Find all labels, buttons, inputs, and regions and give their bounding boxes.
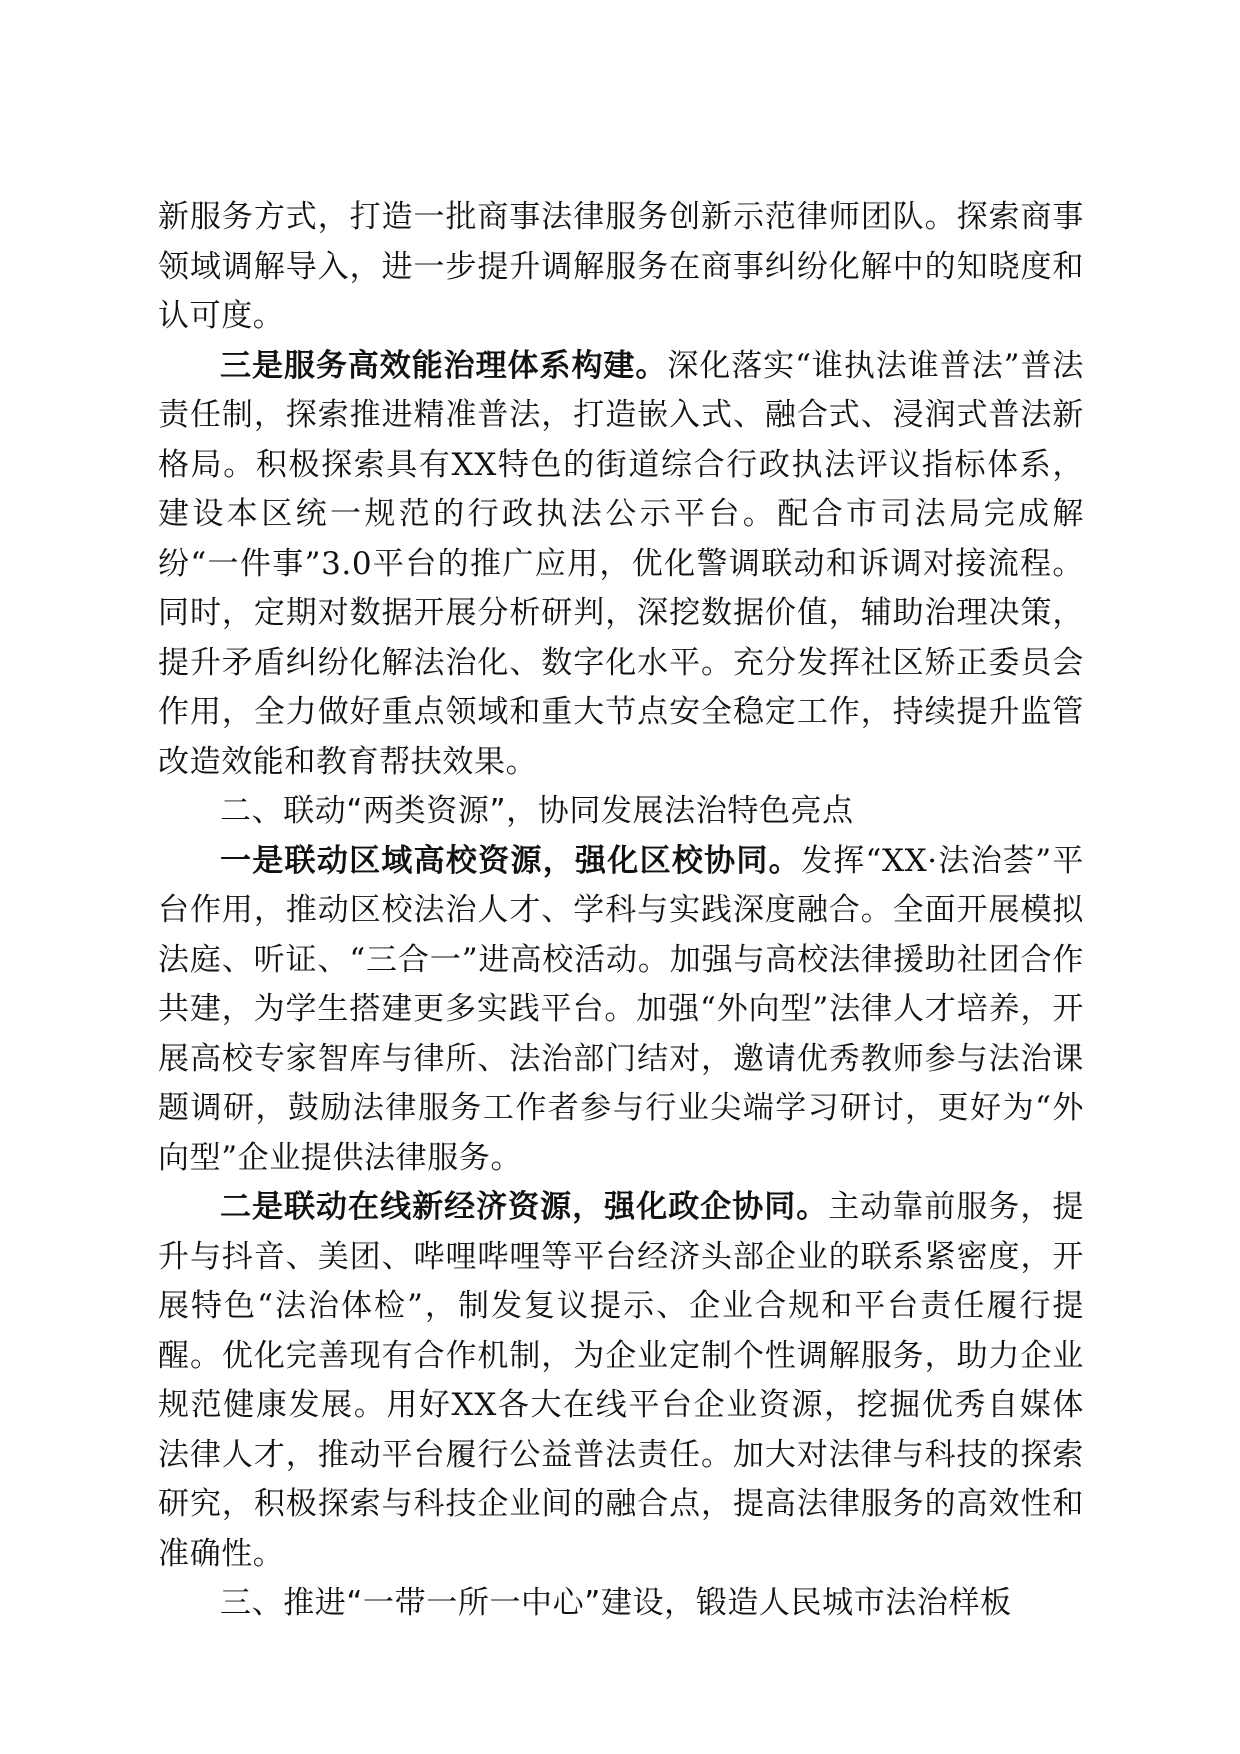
paragraph-continued-commercial-services <box>158 193 1084 342</box>
paragraph-body: 主动靠前服务，提升与抖音、美团、哔哩哔哩等平台经济头部企业的联系紧密度，开展特色“法治体检”，制发复议提示、企业合规和平台责任履行提醒。优化完善现有合作机制，为企业定制个性调解服务，助力企业规范健康发展。用好XX各大在线平台企业资源，挖掘优秀自媒体法律人才，推动平台履行公益普法责任。加大对法律与科技的探索研究，积极探索与科技企业间的融合点，提高法律服务的高效性和准确性。 <box>158 1189 1084 1572</box>
paragraph-body: 新服务方式，打造一批商事法律服务创新示范律师团队。探索商事领域调解导入，进一步提升调解服务在商事纠纷化解中的知晓度和认可度。 <box>158 199 1084 334</box>
section-heading-two-resources: 二、联动“两类资源”，协同发展法治特色亮点 <box>220 793 854 829</box>
paragraph-body: 发挥“XX·法治荟”平台作用，推动区校法治人才、学科与实践深度融合。全面开展模拟法庭、听证、“三合一”进高校活动。加强与高校法律援助社团合作共建，为学生搭建更多实践平台。加强“外向型”法律人才培养，开展高校专家智库与律所、法治部门结对，邀请优秀教师参与法治课题调研，鼓励法律服务工作者参与行业尖端学习研讨，更好为“外向型”企业提供法律服务。 <box>158 842 1084 1176</box>
paragraph-lead: 三是服务高效能治理体系构建。 <box>220 347 668 384</box>
paragraph-lead: 二是联动在线新经济资源，强化政企协同。 <box>220 1189 829 1225</box>
paragraph-lead: 一是联动区域高校资源，强化区校协同。 <box>220 842 801 879</box>
paragraph-online-economy-resources <box>158 1183 1084 1579</box>
document-body <box>158 193 1084 1629</box>
paragraph-body: 深化落实“谁执法谁普法”普法责任制，探索推进精准普法，打造嵌入式、融合式、浸润式普法新格局。积极探索具有XX特色的街道综合行政执法评议指标体系，建设本区统一规范的行政执法公示平台。配合市司法局完成解纷“一件事”3.0平台的推广应用，优化警调联动和诉调对接流程。同时，定期对数据开展分析研判，深挖数据价值，辅助治理决策，提升矛盾纠纷化解法治化、数字化水平。充分发挥社区矫正委员会作用，全力做好重点领域和重大节点安全稳定工作，持续提升监管改造效能和教育帮扶效果。 <box>158 347 1084 780</box>
section-heading-one-belt-one-center: 三、推进“一带一所一中心”建设，锻造人民城市法治样板 <box>220 1585 1012 1621</box>
paragraph-university-resources <box>158 837 1084 1184</box>
paragraph-governance-system <box>158 342 1084 788</box>
